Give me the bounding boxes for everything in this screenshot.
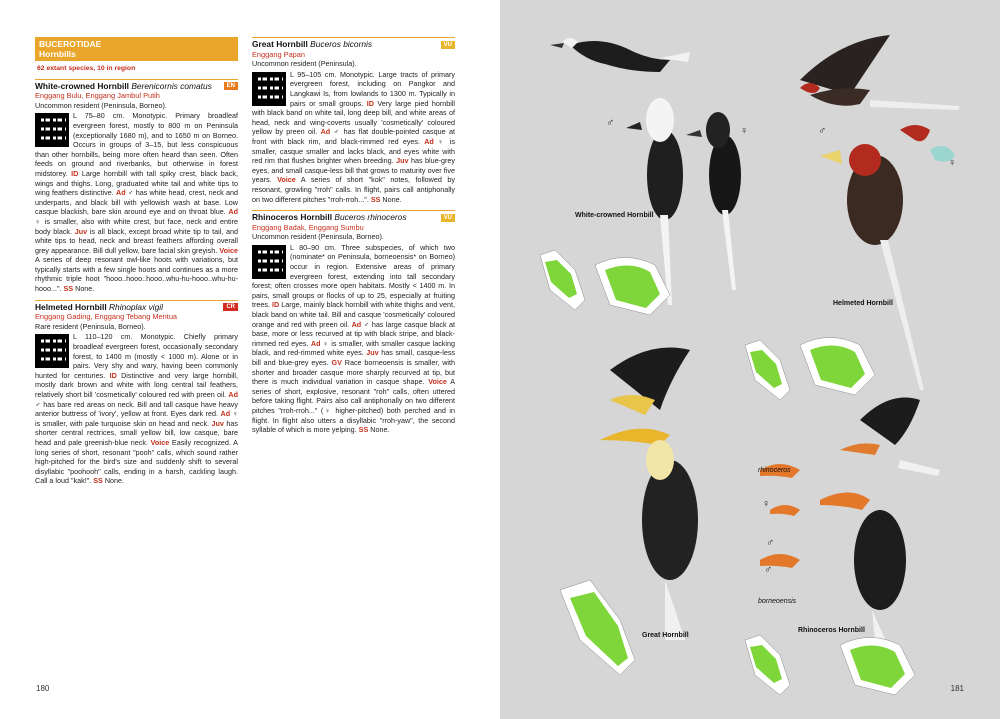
- species-header: [252, 37, 455, 50]
- species-description: L 75–80 cm. Monotypic. Primary broadleaf evergreen forest, mostly to 800 m on Peninsula (exceptionally 1680 m), and to 1650 m on Borneo. Occurs in groups of 3–15, but less conspicuous than other hornbills, being more often heard than seen. Often feeds on ground and riverbanks, but otherwise in forest midstorey. ID Large hornbill with tall spiky crest, black back, wings and thighs. Long, graduated white tail and white tips to wing feathers distinctive. Ad ♂ has white head, crest, neck and underparts, and black bill with yellowish wash at base. Low casque blackish, bare skin around eye and on throat blue. Ad ♀ is smaller, also with white crest, but face, neck and entire body black. Juv is all black, except broad white tip to tail, and white tips to head, neck and breast feathers affording overall grey appearance. Bill dull yellow, bare facial skin greyish. Voice A series of deep resonant owl-like hoots with variations, but typically starts with a few single hoots and continues as a more rhythmic triple hoot "hooo..hooo..hooo..whu-hu-hooo..whu-hu-hooo...". SS None.: [35, 111, 239, 294]
- range-map-helmeted-borneo: [800, 338, 875, 396]
- male-symbol-icon: ♂: [766, 537, 775, 549]
- species-scientific-name: Buceros rhinoceros: [334, 212, 407, 223]
- species-header: [35, 79, 238, 92]
- species-header: [252, 210, 455, 223]
- species-common-name: White-crowned Hornbill: [35, 80, 129, 91]
- species-status: Rare resident (Peninsula, Borneo).: [35, 321, 146, 331]
- species-status: Uncommon resident (Peninsula).: [252, 59, 357, 69]
- great-hornbill-perched-illustration: [600, 429, 698, 640]
- species-account-great: [252, 37, 455, 204]
- family-common-name: Hornbills: [39, 49, 76, 59]
- plate-illustration: [500, 0, 1000, 719]
- female-symbol-icon: ♀: [948, 157, 957, 169]
- family-name: BUCEROTIDAE: [39, 39, 102, 49]
- text-column-1: [35, 37, 238, 486]
- right-page-plate: [500, 0, 1000, 719]
- male-symbol-icon: ♂: [606, 117, 615, 129]
- local-names: Enggang Bulu, Enggang Jambul Putih: [35, 91, 160, 101]
- local-names: Enggang Gading, Enggang Tebang Mentua: [35, 312, 178, 322]
- helmeted-hornbill-flying-illustration: [800, 35, 960, 110]
- iucn-badge: VU: [441, 41, 455, 49]
- qr-code-icon: [35, 334, 69, 368]
- species-description: L 95–105 cm. Monotypic. Large tracts of primary evergreen forest, including on Pangkor and Langkawi Is, from lowlands to 1300 m. Typically in pairs or small groups. ID Very large pied hornbill with black band on white tail, long deep bill, and white areas of head, neck and wing-coverts usually 'cosmetically' coloured yellow by preen oil. Ad ♂ has flat double-pointed casque at front with black rim, and black-rimmed red eyes. Ad ♀ is smaller, casque smaller and lacks black, and eyes white with red rim that flushes brighter when breeding. Juv has blue-grey eyes, and small casque-less bill that grows to maturity over five years. Voice A series of short "kok" notes, followed by resonant, growling "rroh" calls. In flight, pairs call antiphonally on two different pitches "rroh-rroh...". SS None.: [252, 69, 455, 204]
- qr-code-icon: [252, 245, 286, 279]
- species-account-white-crowned: [35, 79, 238, 294]
- species-scientific-name: Rhinoplax vigil: [109, 301, 163, 312]
- species-scientific-name: Berenicornis comatus: [131, 80, 212, 91]
- range-map-rhinoceros-peninsula: [745, 635, 790, 695]
- white-crowned-hornbill-female-illustration: [686, 112, 741, 290]
- species-common-name: Helmeted Hornbill: [35, 301, 107, 312]
- plate-label-borneoensis-race: borneoensis: [758, 598, 797, 605]
- plate-label-helmeted: Helmeted Hornbill: [833, 300, 893, 307]
- local-names: Enggang Papan: [252, 49, 306, 59]
- range-map-helmeted-peninsula: [745, 340, 790, 400]
- helmeted-hornbill-heads-illustration: [900, 125, 955, 162]
- range-map-rhinoceros-borneo: [840, 638, 915, 696]
- male-symbol-icon: ♂: [764, 564, 773, 576]
- family-summary: 62 extant species, 10 in region: [37, 65, 136, 72]
- iucn-badge: EN: [224, 82, 238, 90]
- species-description: L 110–120 cm. Monotypic. Chiefly primary broadleaf evergreen forest, occasionally secondary forest, to 1400 m (mostly < 1000 m). Alone or in pairs. Very shy and wary, having been commonly hunted for centuries. ID Distinctive and very large hornbill, mostly dark brown and white with long central tail feathers, relatively short bill 'cosmetically' coloured red with preen oil. Ad ♂ has bare red areas on neck. Bill and tall casque have heavy anterior buttress of 'ivory', yellow at front. Eyes dark red. Ad ♀ is smaller, with pale turquoise skin on head and neck. Juv has shorter central rectrices, small yellow bill, low casque, bare head and pale greenish-blue neck. Voice Easily recognized. A long series of short, resonant "pooh" calls, which sound rather high-pitched for the bird's size and suddenly shift to several disyllabic "poohooh" calls, ending in a harsh, cackling laugh. Call a loud "kak!". SS None.: [35, 332, 238, 486]
- family-header: [35, 37, 238, 61]
- range-map-great-peninsula: [560, 580, 635, 675]
- species-scientific-name: Buceros bicornis: [310, 39, 373, 49]
- local-names: Enggang Badak, Enggang Sumbu: [252, 222, 364, 232]
- female-symbol-icon: ♀: [740, 125, 749, 137]
- iucn-badge: CR: [223, 303, 238, 311]
- rhinoceros-hornbill-heads-illustration: [760, 464, 800, 568]
- range-map-white-crowned-peninsula: [540, 250, 585, 310]
- page-number-left: 180: [36, 684, 50, 693]
- female-symbol-icon: ♀: [762, 498, 771, 510]
- species-description: L 80–90 cm. Three subspecies, of which two (nominate* on Peninsula, borneoensis* on Borneo) occur in region. Extensive areas of primary evergreen forest, extending into tall secondary forest; often crosses more open habitats. Mostly < 1400 m. In pairs, small groups or flocks of up to 25, especially at fruiting trees. ID Large, mainly black hornbill with white thighs and vent, black band on white tail. Bill and casque 'cosmetically' coloured orange and red with preen oil. Ad ♂ has large casque black at base, more or less recurved at tip with black stripe, and black-rimmed red eyes. Ad ♀ is smaller, with smaller casque lacking black, and red-rimmed white eyes. Juv has small, casque-less bill and blue-grey eyes. GV Race borneoensis is smaller, with shorter and broader casque more sharply recurved at tip, but there is much individual variation in casque shape. Voice A series of short, explosive, resonant "roh" calls, often uttered before taking flight. Pairs also call antiphonally on two different pitches "rroh-rroh..." (♀ higher-pitched) both perched and in flight. In flight also utters a disyllabic "rroh-yaw", the second syllable of which is more yelping. SS None.: [252, 242, 456, 435]
- great-hornbill-flying-illustration: [610, 348, 690, 416]
- plate-label-rhinoceros-race: rhinoceros: [758, 467, 791, 474]
- plate-label-rhinoceros: Rhinoceros Hornbill: [798, 627, 865, 634]
- white-crowned-hornbill-flying-illustration: [550, 38, 690, 72]
- plate-label-great: Great Hornbill: [642, 632, 689, 639]
- text-column-2: [252, 37, 455, 435]
- species-header: [35, 300, 238, 313]
- species-common-name: Great Hornbill: [252, 39, 308, 49]
- iucn-badge: VU: [441, 214, 455, 222]
- species-status: Uncommon resident (Peninsula, Borneo).: [252, 232, 384, 242]
- rhinoceros-hornbill-flying-illustration: [840, 398, 940, 477]
- page-number-right: 181: [950, 684, 964, 693]
- species-status: Uncommon resident (Peninsula, Borneo).: [35, 100, 167, 110]
- qr-code-icon: [35, 113, 69, 147]
- male-symbol-icon: ♂: [818, 125, 827, 137]
- species-common-name: Rhinoceros Hornbill: [252, 212, 333, 223]
- plate-label-white-crowned: White-crowned Hornbill: [575, 212, 654, 219]
- range-map-white-crowned-borneo: [595, 258, 670, 316]
- qr-code-icon: [252, 72, 286, 106]
- species-account-helmeted: [35, 300, 238, 486]
- species-account-rhinoceros: [252, 210, 455, 435]
